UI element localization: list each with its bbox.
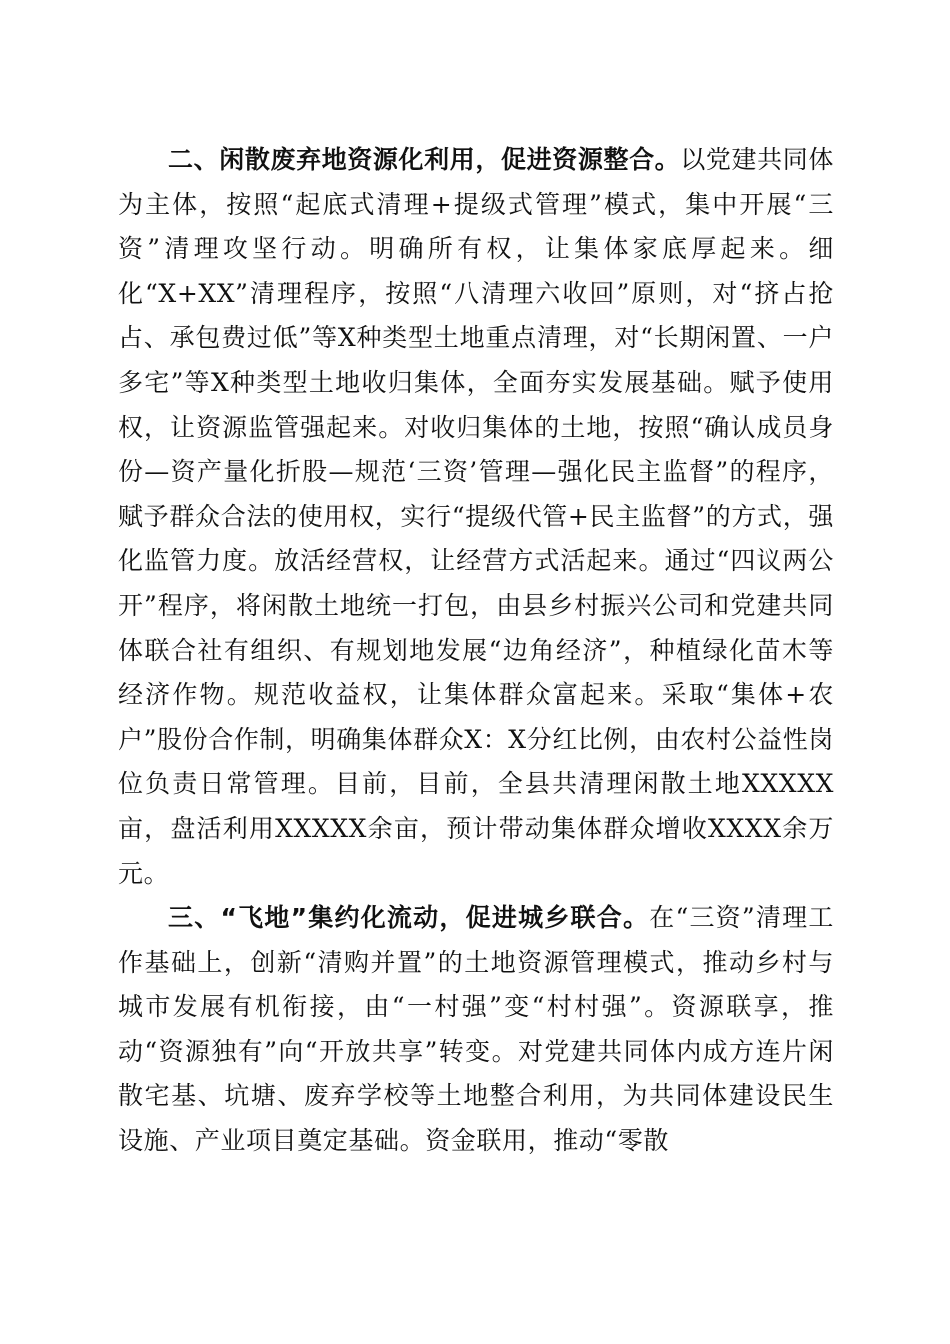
section-heading: 二、闲散废弃地资源化利用，促进资源整合。 bbox=[168, 145, 681, 174]
document-body bbox=[118, 138, 834, 1164]
section-body-text: 以党建共同体为主体，按照“起底式清理+提级式管理”模式，集中开展“三资”清理攻坚行动。明确所有权，让集体家底厚起来。细化“X+XX”清理程序，按照“八清理六收回”原则，对“挤占抢占、承包费过低”等X种类型土地重点清理，对“长期闲置、一户多宅”等X种类型土地收归集体，全面夯实发展基础。赋予使用权，让资源监管强起来。对收归集体的土地，按照“确认成员身份—资产量化折股—规范‘三资’管理—强化民主监督”的程序，赋予群众合法的使用权，实行“提级代管+民主监督”的方式，强化监管力度。放活经营权，让经营方式活起来。通过“四议两公开”程序，将闲散土地统一打包，由县乡村振兴公司和党建共同体联合社有组织、有规划地发展“边角经济”，种植绿化苗木等经济作物。规范收益权，让集体群众富起来。采取“集体+农户”股份合作制，明确集体群众X：X分红比例，由农村公益性岗位负责日常管理。目前，目前，全县共清理闲散土地XXXXX亩，盘活利用XXXXX余亩，预计带动集体群众增收XXXX余万元。 bbox=[118, 145, 834, 888]
section-body-text: 在“三资”清理工作基础上，创新“清购并置”的土地资源管理模式，推动乡村与城市发展有机衔接，由“一村强”变“村村强”。资源联享，推动“资源独有”向“开放共享”转变。对党建共同体内成方连片闲散宅基、坑塘、废弃学校等土地整合利用，为共同体建设民生设施、产业项目奠定基础。资金联用，推动“零散 bbox=[118, 903, 834, 1156]
paragraph-section-2 bbox=[118, 138, 834, 896]
section-heading: 三、“飞地”集约化流动，促进城乡联合。 bbox=[168, 903, 650, 933]
paragraph-section-3 bbox=[118, 896, 834, 1164]
